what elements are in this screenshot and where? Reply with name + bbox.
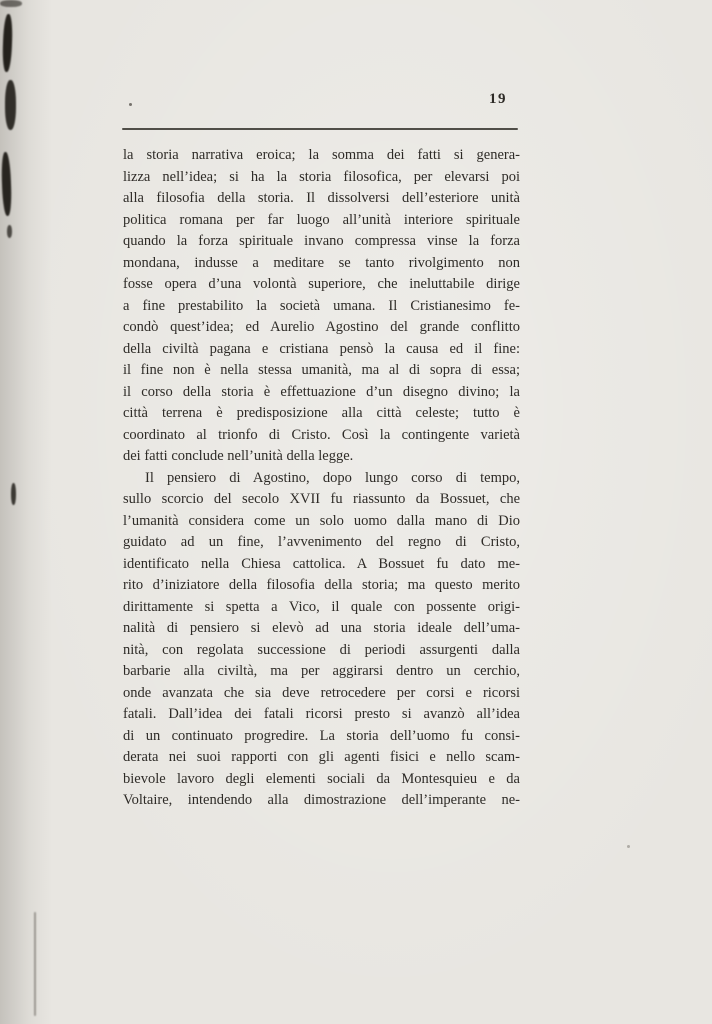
binding-ink-mark [0,0,22,7]
binding-ink-mark [7,225,12,238]
text-line: sullo scorcio del secolo XVII fu riassunto da Bossuet, che [123,491,520,507]
text-line: barbarie alla civiltà, ma per aggirarsi dentro un cerchio, [123,663,520,679]
paper-speck [627,845,630,848]
binding-crease-line [34,912,36,1016]
binding-ink-mark [11,483,16,505]
text-line: della civiltà pagana e cristiana pensò la causa ed il fine: [123,340,520,357]
binding-ink-mark [1,152,12,216]
text-line: dei fatti conclude nell’unità della legge. [123,448,354,464]
text-line: nità, con regolata successione di periodi assurgenti dalla [123,641,520,658]
header-rule [122,128,518,130]
text-line: rito d’iniziatore della filosofia della storia; ma questo merito [123,577,520,593]
page-number: 19 [489,91,507,107]
text-line: identificato nella Chiesa cattolica. A Bossuet fu dato me- [123,555,520,572]
text-line: nalità di pensiero si elevò ad una storia ideale dell’uma- [123,620,520,636]
text-line: dirittamente si spetta a Vico, il quale con possente origi- [123,598,520,615]
text-line: Voltaire, intendendo alla dimostrazione dell’imperante ne- [123,792,520,808]
text-line: coordinato al trionfo di Cristo. Così la contingente varietà [123,426,520,443]
text-line: di un continuato progredire. La storia dell’uomo fu consi- [123,727,520,744]
text-line: il fine non è nella stessa umanità, ma al di sopra di essa; [123,362,520,378]
text-line: alla filosofia della storia. Il dissolversi dell’esteriore unità [123,190,520,206]
text-line: fatali. Dall’idea dei fatali ricorsi presto si avanzò all’idea [123,706,520,722]
text-line: Il pensiero di Agostino, dopo lungo corso di tempo, [145,469,520,486]
text-line: l’umanità considera come un solo uomo dalla mano di Dio [123,512,520,529]
text-line: lizza nell’idea; si ha la storia filosofica, per elevarsi poi [123,168,520,185]
text-line: a fine prestabilito la società umana. Il Cristianesimo fe- [123,297,520,314]
text-line: quando la forza spirituale invano compressa vinse la forza [123,233,520,249]
text-line: mondana, indusse a meditare se tanto rivolgimento non [123,254,520,271]
text-line: il corso della storia è effettuazione d’un disegno divino; la [123,383,520,400]
binding-ink-mark [2,14,13,72]
binding-ink-mark [5,80,16,130]
binding-shadow [0,0,52,1024]
text-line: condò quest’idea; ed Aurelio Agostino del grande conflitto [123,319,520,335]
text-line: politica romana per far luogo all’unità interiore spirituale [123,211,520,228]
text-line: derata nei suoi rapporti con gli agenti fisici e nello scam- [123,749,520,765]
text-line: onde avanzata che sia deve retrocedere per corsi e ricorsi [123,684,520,701]
text-line: fosse opera d’una volontà superiore, che ineluttabile dirige [123,276,520,292]
text-line: la storia narrativa eroica; la somma dei fatti si genera- [123,147,520,163]
text-block [123,145,520,812]
paper-speck [129,103,132,106]
text-line: città terrena è predisposizione alla città celeste; tutto è [123,405,520,421]
text-line: bievole lavoro degli elementi sociali da Montesquieu e da [123,770,520,787]
text-line: guidato ad un fine, l’avvenimento del regno di Cristo, [123,534,520,550]
